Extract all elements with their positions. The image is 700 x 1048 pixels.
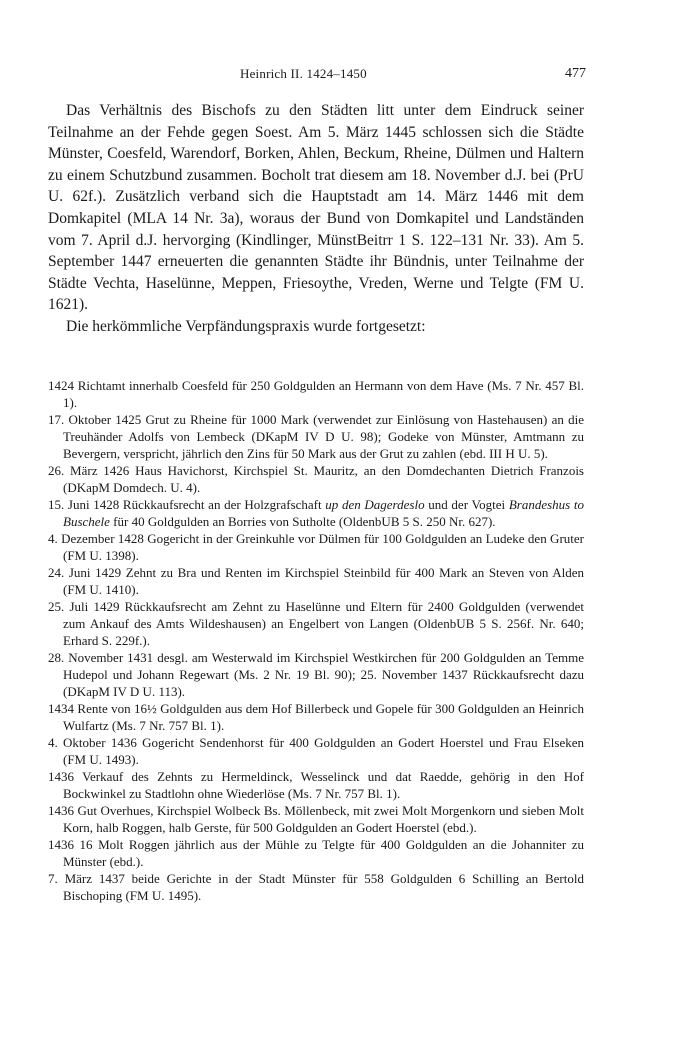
list-item: 1424 Richtamt innerhalb Coesfeld für 250 Goldgulden an Hermann von dem Have (Ms. 7 Nr. 457 Bl. 1). [48, 378, 584, 410]
list-item [48, 496, 584, 530]
list-item: 17. Oktober 1425 Grut zu Rheine für 1000 Mark (verwendet zur Einlösung von Hastehausen) an die Treuhänder Adolfs von Lembeck (DKapM IV D U. 98); Godeke von Münster, Amtmann zu Bevergern, verspricht, jährlich den Zins für 50 Mark aus der Grut zu zahlen (ebd. III H U. 5). [48, 412, 584, 461]
page-header [0, 66, 700, 86]
pledge-list [48, 377, 584, 904]
entry-text: und der Vogtei [424, 497, 509, 512]
list-item: 4. Dezember 1428 Gogericht in der Greinkuhle vor Dülmen für 100 Goldgulden an Ludeke den Gruter (FM U. 1398). [48, 531, 584, 563]
entry-italic-place: up den Dagerdeslo [325, 497, 425, 512]
body-text [48, 100, 584, 338]
paragraph: Die herkömmliche Verpfändungspraxis wurde fortgesetzt: [66, 317, 426, 335]
list-item: 1434 Rente von 16½ Goldgulden aus dem Hof Billerbeck und Gopele für 300 Goldgulden an Heinrich Wulfartz (Ms. 7 Nr. 757 Bl. 1). [48, 701, 584, 733]
list-item: 24. Juni 1429 Zehnt zu Bra und Renten im Kirchspiel Steinbild für 400 Mark an Steven von Alden (FM U. 1410). [48, 565, 584, 597]
page-number: 477 [565, 66, 586, 81]
paragraph: Das Verhältnis des Bischofs zu den Städten litt unter dem Eindruck seiner Teilnahme an der Fehde gegen Soest. Am 5. März 1445 schlossen sich die Städte Münster, Coesfeld, Warendorf, Borken, Ahlen, Beckum, Rheine, Dülmen und Haltern zu einem Schutzbund zusammen. Bocholt trat diesem am 18. November d.J. bei (PrU U. 62f.). Zusätzlich verband sich die Hauptstadt am 14. März 1446 mit dem Domkapitel (MLA 14 Nr. 3a), woraus der Bund von Domkapitel und Landständen vom 7. April d.J. hervorging (Kindlinger, MünstBeitrr 1 S. 122–131 Nr. 33). Am 5. September 1447 erneuerten die genannten Städte ihr Bündnis, unter Teilnahme der Städte Vechta, Haselünne, Meppen, Friesoythe, Vreden, Werne und Telgte (FM U. 1621). [48, 102, 584, 314]
list-item: 1436 Gut Overhues, Kirchspiel Wolbeck Bs. Möllenbeck, mit zwei Molt Morgenkorn und sieben Molt Korn, halb Roggen, halb Gerste, für 500 Goldgulden an Godert Hoerstel (ebd.). [48, 803, 584, 835]
entry-text: 15. Juni 1428 Rückkaufsrecht an der Holzgrafschaft [48, 497, 326, 512]
list-item: 28. November 1431 desgl. am Westerwald im Kirchspiel Westkirchen für 200 Goldgulden an Temme Hudepol und Johann Regewart (Ms. 2 Nr. 19 Bl. 90); 25. November 1437 Rückkaufsrecht dazu (DKapM IV D U. 113). [48, 650, 584, 699]
list-item: 26. März 1426 Haus Havichorst, Kirchspiel St. Mauritz, an den Domdechanten Dietrich Franzois (DKapM Domdech. U. 4). [48, 463, 584, 495]
list-item: 1436 16 Molt Roggen jährlich aus der Mühle zu Telgte für 400 Goldgulden an die Johanniter zu Münster (ebd.). [48, 837, 584, 869]
list-item: 7. März 1437 beide Gerichte in der Stadt Münster für 558 Goldgulden 6 Schilling an Bertold Bischoping (FM U. 1495). [48, 871, 584, 903]
list-item: 25. Juli 1429 Rückkaufsrecht am Zehnt zu Haselünne und Eltern für 2400 Goldgulden (verwendet zum Ankauf des Amts Wildeshausen) an Engelbert von Langen (OldenbUB 5 S. 256f. Nr. 640; Erhard S. 229f.). [48, 599, 584, 648]
running-head: Heinrich II. 1424–1450 [240, 66, 367, 81]
list-item: 4. Oktober 1436 Gogericht Sendenhorst für 400 Goldgulden an Godert Hoerstel und Frau Elseken (FM U. 1493). [48, 735, 584, 767]
entry-italic-place: Brandeshus to Buschele [63, 497, 585, 529]
entry-text: für 40 Goldgulden an Borries von Sutholte (OldenbUB 5 S. 250 Nr. 627). [109, 514, 496, 529]
list-item: 1436 Verkauf des Zehnts zu Hermeldinck, Wesselinck und dat Raedde, gehörig in den Hof Bockwinkel zu Stadtlohn ohne Wiederlöse (Ms. 7 Nr. 757 Bl. 1). [48, 769, 584, 801]
